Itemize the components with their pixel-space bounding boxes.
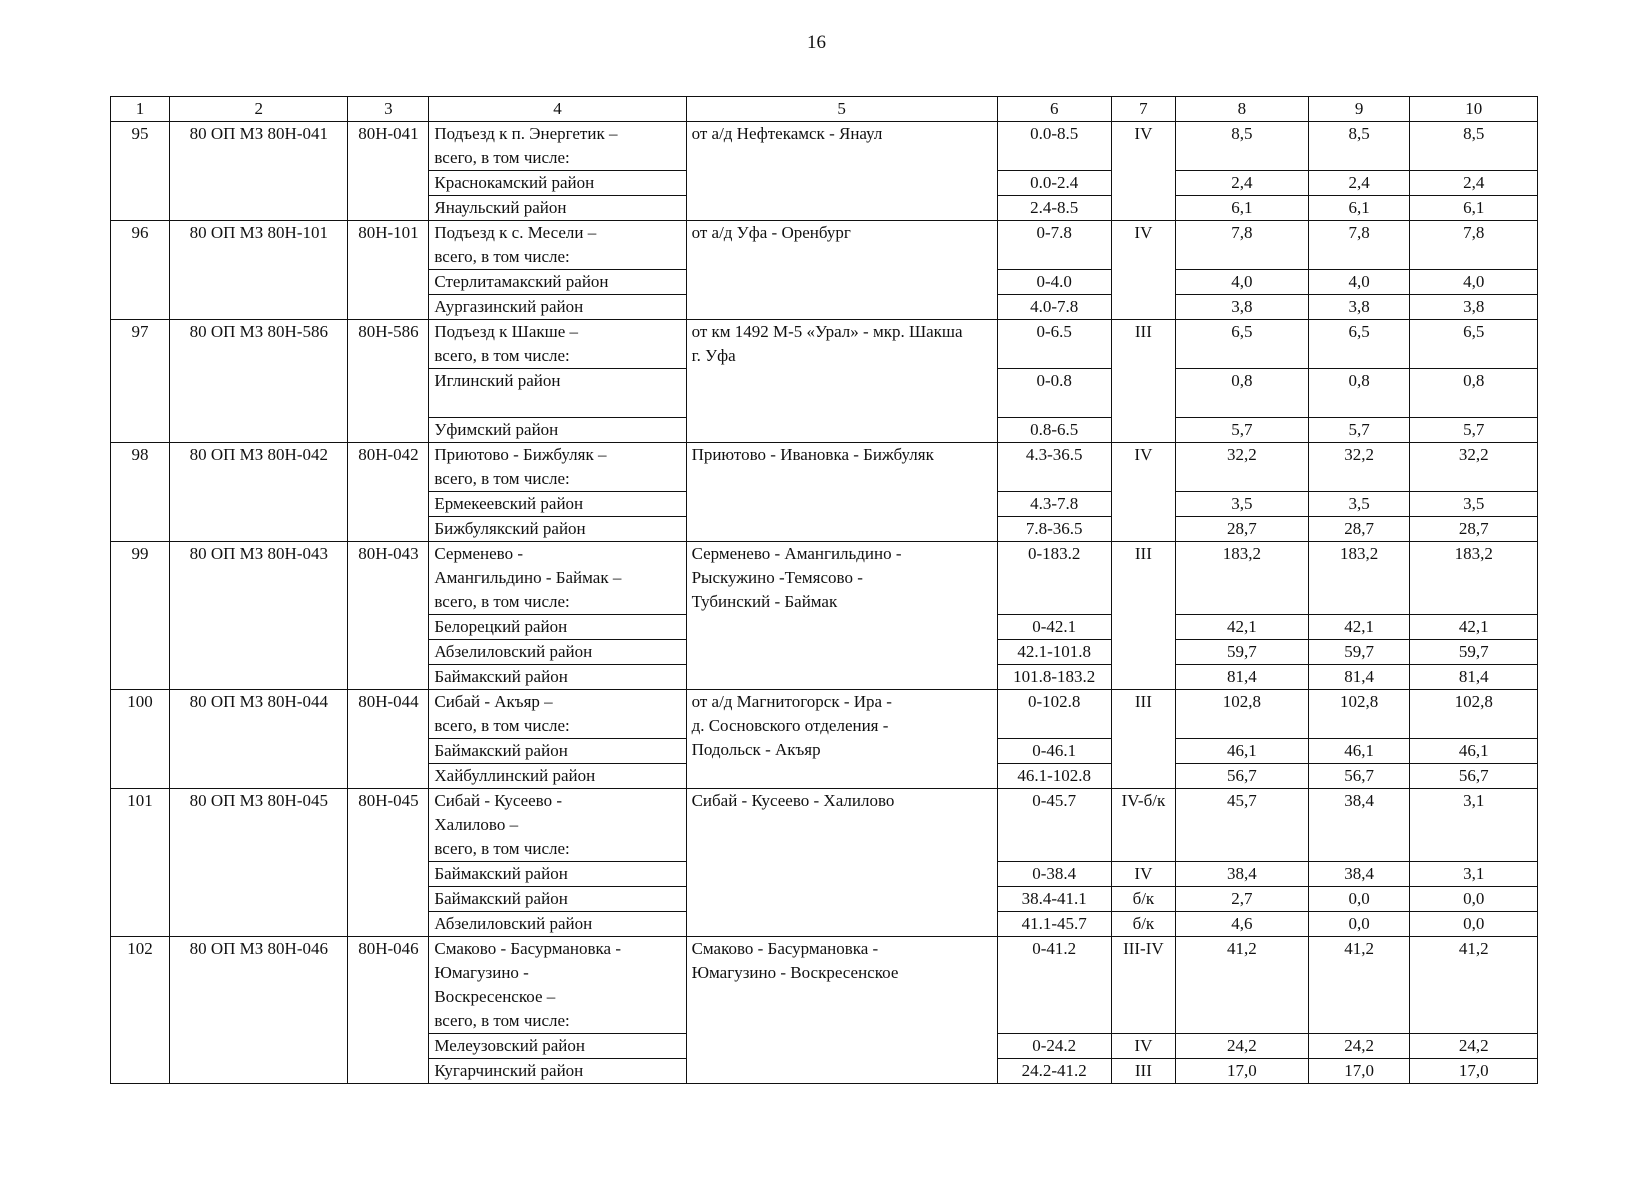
length-cell: 46,1 [1308, 739, 1410, 764]
length-cell: 183,2 [1410, 542, 1538, 615]
length-cell: 17,0 [1176, 1059, 1309, 1084]
cell-line: от а/д Нефтекамск - Янаул [691, 124, 883, 143]
length-cell: 41,2 [1410, 937, 1538, 1034]
cell-line: Подъезд к п. Энергетик – [434, 124, 618, 143]
length-cell: 59,7 [1308, 640, 1410, 665]
road-name-cell [429, 789, 686, 862]
category-cell: IV [1111, 443, 1175, 542]
road-name-cell [429, 122, 686, 171]
km-range-cell: 0-45.7 [997, 789, 1111, 862]
column-header: 3 [348, 97, 429, 122]
table-row [111, 690, 1538, 739]
km-range-cell: 0-4.0 [997, 270, 1111, 295]
district-name-cell: Мелеузовский район [429, 1034, 686, 1059]
length-cell: 183,2 [1308, 542, 1410, 615]
route-cell [686, 789, 997, 937]
length-cell: 46,1 [1176, 739, 1309, 764]
length-cell: 56,7 [1308, 764, 1410, 789]
table-row [111, 443, 1538, 492]
route-cell [686, 320, 997, 443]
length-cell: 59,7 [1176, 640, 1309, 665]
district-name-cell: Баймакский район [429, 862, 686, 887]
route-cell [686, 443, 997, 542]
km-range-cell: 0-7.8 [997, 221, 1111, 270]
road-id-cell: 80 ОП МЗ 80Н-044 [170, 690, 348, 789]
table-row [111, 320, 1538, 369]
length-cell: 4,0 [1410, 270, 1538, 295]
km-range-cell: 41.1-45.7 [997, 912, 1111, 937]
cell-line: Подъезд к с. Месели – [434, 223, 597, 242]
length-cell: 56,7 [1410, 764, 1538, 789]
length-cell: 3,5 [1308, 492, 1410, 517]
km-range-cell: 0-0.8 [997, 369, 1111, 418]
length-cell: 59,7 [1410, 640, 1538, 665]
km-range-cell: 0-24.2 [997, 1034, 1111, 1059]
category-cell: III [1111, 320, 1175, 443]
cell-line: от а/д Уфа - Оренбург [691, 223, 851, 242]
length-cell: 38,4 [1308, 862, 1410, 887]
column-header: 9 [1308, 97, 1410, 122]
length-cell: 8,5 [1176, 122, 1309, 171]
category-cell: IV [1111, 1034, 1175, 1059]
length-cell: 102,8 [1308, 690, 1410, 739]
km-range-cell: 0-38.4 [997, 862, 1111, 887]
cell-line: Юмагузино - Воскресенское [691, 963, 899, 982]
road-name-cell [429, 542, 686, 615]
cell-line: Серменево - Амангильдино - [691, 544, 902, 563]
cell-line: Рыскужино -Темясово - [691, 568, 863, 587]
length-cell: 42,1 [1308, 615, 1410, 640]
length-cell: 17,0 [1308, 1059, 1410, 1084]
row-number-cell: 101 [111, 789, 170, 937]
length-cell: 46,1 [1410, 739, 1538, 764]
table-row [111, 542, 1538, 615]
road-id-cell: 80 ОП МЗ 80Н-041 [170, 122, 348, 221]
cell-line: Приютово - Бижбуляк – [434, 445, 607, 464]
length-cell: 4,0 [1308, 270, 1410, 295]
district-name-cell: Баймакский район [429, 665, 686, 690]
length-cell: 4,6 [1176, 912, 1309, 937]
length-cell: 183,2 [1176, 542, 1309, 615]
category-cell: III [1111, 1059, 1175, 1084]
category-cell: IV [1111, 862, 1175, 887]
length-cell: 17,0 [1410, 1059, 1538, 1084]
road-code-cell: 80Н-045 [348, 789, 429, 937]
km-range-cell: 0.0-2.4 [997, 171, 1111, 196]
length-cell: 2,7 [1176, 887, 1309, 912]
length-cell: 6,1 [1410, 196, 1538, 221]
cell-line: Тубинский - Баймак [691, 592, 838, 611]
length-cell: 6,5 [1410, 320, 1538, 369]
length-cell: 81,4 [1176, 665, 1309, 690]
district-name-cell: Белорецкий район [429, 615, 686, 640]
road-code-cell: 80Н-043 [348, 542, 429, 690]
row-number-cell: 99 [111, 542, 170, 690]
road-name-cell [429, 221, 686, 270]
length-cell: 24,2 [1308, 1034, 1410, 1059]
length-cell: 24,2 [1410, 1034, 1538, 1059]
district-name-cell: Стерлитамакский район [429, 270, 686, 295]
length-cell: 7,8 [1308, 221, 1410, 270]
column-header: 6 [997, 97, 1111, 122]
category-cell: III [1111, 542, 1175, 690]
table-row [111, 789, 1538, 862]
length-cell: 32,2 [1308, 443, 1410, 492]
length-cell: 8,5 [1410, 122, 1538, 171]
length-cell: 81,4 [1410, 665, 1538, 690]
cell-line: Серменево - [434, 544, 523, 563]
category-cell: IV-б/к [1111, 789, 1175, 862]
row-number-cell: 100 [111, 690, 170, 789]
km-range-cell: 0-42.1 [997, 615, 1111, 640]
district-name-cell: Баймакский район [429, 887, 686, 912]
district-name-cell: Кугарчинский район [429, 1059, 686, 1084]
cell-line: всего, в том числе: [434, 1011, 570, 1030]
cell-line: Амангильдино - Баймак – [434, 568, 622, 587]
length-cell: 45,7 [1176, 789, 1309, 862]
km-range-cell: 0.8-6.5 [997, 418, 1111, 443]
length-cell: 32,2 [1410, 443, 1538, 492]
district-name-cell: Ермекеевский район [429, 492, 686, 517]
length-cell: 8,5 [1308, 122, 1410, 171]
district-name-cell: Хайбуллинский район [429, 764, 686, 789]
road-id-cell: 80 ОП МЗ 80Н-045 [170, 789, 348, 937]
cell-line: Халилово – [434, 815, 519, 834]
route-cell [686, 690, 997, 789]
km-range-cell: 0-41.2 [997, 937, 1111, 1034]
length-cell: 6,1 [1308, 196, 1410, 221]
length-cell: 102,8 [1410, 690, 1538, 739]
length-cell: 6,1 [1176, 196, 1309, 221]
header-row [111, 97, 1538, 122]
road-id-cell: 80 ОП МЗ 80Н-042 [170, 443, 348, 542]
km-range-cell: 42.1-101.8 [997, 640, 1111, 665]
route-cell [686, 542, 997, 690]
category-cell: III [1111, 690, 1175, 789]
road-id-cell: 80 ОП МЗ 80Н-043 [170, 542, 348, 690]
length-cell: 56,7 [1176, 764, 1309, 789]
length-cell: 3,8 [1308, 295, 1410, 320]
cell-line: всего, в том числе: [434, 469, 570, 488]
km-range-cell: 0-102.8 [997, 690, 1111, 739]
road-code-cell: 80Н-044 [348, 690, 429, 789]
district-name-cell: Баймакский район [429, 739, 686, 764]
row-number-cell: 98 [111, 443, 170, 542]
district-name-cell: Иглинский район [429, 369, 686, 418]
cell-line: Приютово - Ивановка - Бижбуляк [691, 445, 934, 464]
km-range-cell: 101.8-183.2 [997, 665, 1111, 690]
length-cell: 3,8 [1410, 295, 1538, 320]
route-cell [686, 937, 997, 1084]
km-range-cell: 4.3-7.8 [997, 492, 1111, 517]
length-cell: 102,8 [1176, 690, 1309, 739]
column-header: 5 [686, 97, 997, 122]
length-cell: 7,8 [1410, 221, 1538, 270]
road-name-cell [429, 320, 686, 369]
table-row [111, 937, 1538, 1034]
length-cell: 41,2 [1308, 937, 1410, 1034]
page-number: 16 [807, 32, 826, 53]
length-cell: 28,7 [1410, 517, 1538, 542]
road-name-cell [429, 690, 686, 739]
length-cell: 0,0 [1308, 887, 1410, 912]
cell-line: Подъезд к Шакше – [434, 322, 579, 341]
length-cell: 24,2 [1176, 1034, 1309, 1059]
length-cell: 2,4 [1308, 171, 1410, 196]
km-range-cell: 0-183.2 [997, 542, 1111, 615]
row-number-cell: 102 [111, 937, 170, 1084]
length-cell: 42,1 [1176, 615, 1309, 640]
length-cell: 3,5 [1410, 492, 1538, 517]
cell-line: от а/д Магнитогорск - Ира - [691, 692, 892, 711]
road-code-cell: 80Н-041 [348, 122, 429, 221]
road-id-cell: 80 ОП МЗ 80Н-046 [170, 937, 348, 1084]
road-name-cell [429, 443, 686, 492]
length-cell: 3,8 [1176, 295, 1309, 320]
category-cell: IV [1111, 122, 1175, 221]
table-row [111, 221, 1538, 270]
length-cell: 28,7 [1176, 517, 1309, 542]
km-range-cell: 7.8-36.5 [997, 517, 1111, 542]
km-range-cell: 4.0-7.8 [997, 295, 1111, 320]
cell-line: всего, в том числе: [434, 346, 570, 365]
length-cell: 6,5 [1176, 320, 1309, 369]
km-range-cell: 38.4-41.1 [997, 887, 1111, 912]
length-cell: 38,4 [1176, 862, 1309, 887]
route-cell [686, 122, 997, 221]
cell-line: Сибай - Акъяр – [434, 692, 553, 711]
length-cell: 41,2 [1176, 937, 1309, 1034]
length-cell: 2,4 [1176, 171, 1309, 196]
length-cell: 0,0 [1410, 912, 1538, 937]
km-range-cell: 4.3-36.5 [997, 443, 1111, 492]
length-cell: 3,1 [1410, 789, 1538, 862]
km-range-cell: 0-46.1 [997, 739, 1111, 764]
road-code-cell: 80Н-046 [348, 937, 429, 1084]
row-number-cell: 97 [111, 320, 170, 443]
district-name-cell: Краснокамский район [429, 171, 686, 196]
category-cell: б/к [1111, 912, 1175, 937]
column-header: 8 [1176, 97, 1309, 122]
road-code-cell: 80Н-101 [348, 221, 429, 320]
length-cell: 42,1 [1410, 615, 1538, 640]
length-cell: 3,5 [1176, 492, 1309, 517]
length-cell: 0,8 [1176, 369, 1309, 418]
cell-line: Смаково - Басурмановка - [434, 939, 622, 958]
column-header: 2 [170, 97, 348, 122]
road-code-cell: 80Н-586 [348, 320, 429, 443]
district-name-cell: Аургазинский район [429, 295, 686, 320]
length-cell: 4,0 [1176, 270, 1309, 295]
km-range-cell: 0.0-8.5 [997, 122, 1111, 171]
km-range-cell: 0-6.5 [997, 320, 1111, 369]
route-cell [686, 221, 997, 320]
district-name-cell: Бижбулякский район [429, 517, 686, 542]
district-name-cell: Уфимский район [429, 418, 686, 443]
column-header: 7 [1111, 97, 1175, 122]
length-cell: 7,8 [1176, 221, 1309, 270]
length-cell: 38,4 [1308, 789, 1410, 862]
table-row [111, 122, 1538, 171]
column-header: 4 [429, 97, 686, 122]
row-number-cell: 95 [111, 122, 170, 221]
length-cell: 5,7 [1410, 418, 1538, 443]
cell-line: г. Уфа [691, 346, 736, 365]
length-cell: 2,4 [1410, 171, 1538, 196]
length-cell: 81,4 [1308, 665, 1410, 690]
cell-line: Юмагузино - [434, 963, 529, 982]
category-cell: IV [1111, 221, 1175, 320]
road-id-cell: 80 ОП МЗ 80Н-101 [170, 221, 348, 320]
length-cell: 32,2 [1176, 443, 1309, 492]
row-number-cell: 96 [111, 221, 170, 320]
cell-line: Сибай - Кусеево - [434, 791, 562, 810]
length-cell: 5,7 [1308, 418, 1410, 443]
category-cell: б/к [1111, 887, 1175, 912]
length-cell: 0,0 [1308, 912, 1410, 937]
length-cell: 0,8 [1410, 369, 1538, 418]
cell-line: всего, в том числе: [434, 247, 570, 266]
column-header: 1 [111, 97, 170, 122]
length-cell: 0,8 [1308, 369, 1410, 418]
district-name-cell: Янаульский район [429, 196, 686, 221]
district-name-cell: Абзелиловский район [429, 912, 686, 937]
cell-line: от км 1492 М-5 «Урал» - мкр. Шакша [691, 322, 963, 341]
cell-line: д. Сосновского отделения - [691, 716, 889, 735]
roads-table [110, 96, 1538, 1084]
length-cell: 6,5 [1308, 320, 1410, 369]
road-code-cell: 80Н-042 [348, 443, 429, 542]
cell-line: всего, в том числе: [434, 148, 570, 167]
road-name-cell [429, 937, 686, 1034]
column-header: 10 [1410, 97, 1538, 122]
cell-line: всего, в том числе: [434, 839, 570, 858]
cell-line: Подольск - Акъяр [691, 740, 821, 759]
length-cell: 28,7 [1308, 517, 1410, 542]
cell-line: Воскресенское – [434, 987, 556, 1006]
km-range-cell: 24.2-41.2 [997, 1059, 1111, 1084]
district-name-cell: Абзелиловский район [429, 640, 686, 665]
cell-line: Смаково - Басурмановка - [691, 939, 879, 958]
length-cell: 0,0 [1410, 887, 1538, 912]
length-cell: 5,7 [1176, 418, 1309, 443]
km-range-cell: 46.1-102.8 [997, 764, 1111, 789]
road-id-cell: 80 ОП МЗ 80Н-586 [170, 320, 348, 443]
cell-line: Сибай - Кусеево - Халилово [691, 791, 895, 810]
length-cell: 3,1 [1410, 862, 1538, 887]
category-cell: III-IV [1111, 937, 1175, 1034]
cell-line: всего, в том числе: [434, 716, 570, 735]
cell-line: всего, в том числе: [434, 592, 570, 611]
km-range-cell: 2.4-8.5 [997, 196, 1111, 221]
